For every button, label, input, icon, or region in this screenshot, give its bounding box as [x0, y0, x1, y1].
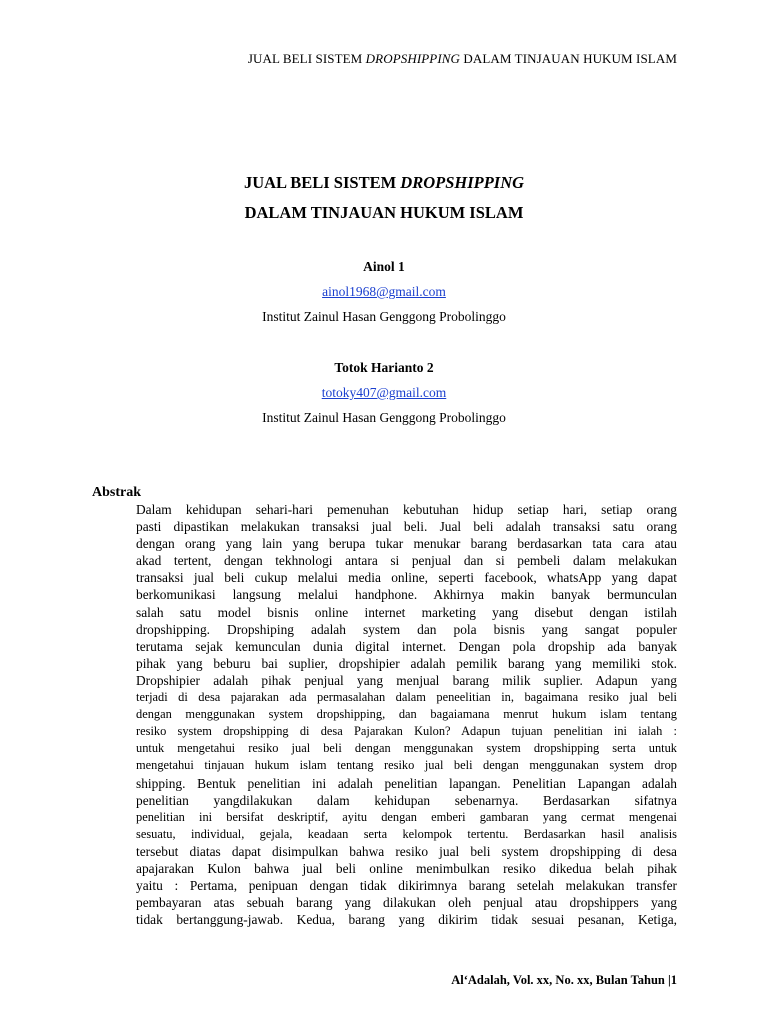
abstract-line: akad tertent, dengan tekhnologi antara si penjual dan si pembeli dalam melakukan: [136, 553, 677, 569]
abstract-line: tersebut diatas dapat disimpulkan bahwa resiko jual beli system dropshipping di desa: [136, 843, 677, 859]
author-email-link[interactable]: totoky407@gmail.com: [321, 385, 447, 400]
abstract-line: salah satu model bisnis online internet marketing yang disebut dengan istilah: [136, 604, 677, 620]
abstract-line: shipping. Bentuk penelitian ini adalah penelitian lapangan. Penelitian Lapangan adalah: [136, 775, 677, 791]
author-name: Totok Harianto 2: [334, 360, 434, 375]
title-line-2: DALAM TINJAUAN HUKUM ISLAM: [244, 203, 524, 222]
abstract-line: pihak yang beburu bai suplier, dropshipier adalah pemilik barang yang memiliki stok.: [136, 655, 677, 671]
abstract-line: resiko system dropshipping di desa Pajarakan Kulon? Adapun tujuan penelitian ini ialah :: [136, 724, 677, 739]
abstract-line: transaksi jual beli cukup melalui media online, seperti facebook, whatsApp yang dapat: [136, 570, 677, 586]
abstract-line: penelitian yangdilakukan dalam kehidupan sebenarnya. Berdasarkan sifatnya: [136, 792, 677, 808]
running-head: [92, 51, 677, 67]
author-name: Ainol 1: [363, 259, 405, 274]
abstract-line: dropshipping. Dropshiping adalah system dan pola bisnis yang sangat populer: [136, 621, 677, 637]
abstract-line: mengetahui tinjauan hukum islam tentang resiko jual beli dengan menggunakan system drop: [136, 758, 677, 773]
author-institution: Institut Zainul Hasan Genggong Probolinggo: [262, 309, 506, 324]
abstract-line: tidak bertanggung-jawab. Kedua, barang yang dikirim tidak sesuai pesanan, Ketiga,: [136, 912, 677, 928]
abstract-line: pembayaran atas sebuah barang yang dilakukan oleh penjual atau dropshippers yang: [136, 895, 677, 911]
running-head-suffix: DALAM TINJAUAN HUKUM ISLAM: [460, 51, 677, 66]
abstract-line: sesuatu, individual, gejala, keadaan serta kelompok tertentu. Berdasarkan hasil analisis: [136, 826, 677, 841]
abstract-line: berkomunikasi langsung melalui handphone. Akhirnya makin banyak bermunculan: [136, 587, 677, 603]
author-block-1: [0, 254, 768, 329]
abstract-line: yaitu : Pertama, penipuan dengan tidak dikirimnya barang setelah melakukan transfer: [136, 878, 677, 894]
abstract-line: terutama sejak kemunculan dunia digital internet. Dengan pola dropship ada banyak: [136, 638, 677, 654]
abstract-heading: Abstrak: [92, 485, 142, 500]
title-line-1-italic: DROPSHIPPING: [400, 173, 525, 192]
paper-title: [0, 168, 768, 228]
abstract-line: untuk mengetahui resiko jual beli dengan menggunakan system dropshipping serta untuk: [136, 741, 677, 756]
author-block-2: [0, 355, 768, 430]
author-email-link[interactable]: ainol1968@gmail.com: [322, 284, 446, 299]
title-line-1-prefix: JUAL BELI SISTEM: [243, 173, 401, 192]
running-head-prefix: JUAL BELI SISTEM: [247, 51, 366, 66]
abstract-line: terjadi di desa pajarakan ada permasalahan dalam peneelitian in, bagaimana resiko jual beli: [136, 690, 677, 705]
abstract-line: apajarakan Kulon bahwa jual beli online menimbulkan resiko dikedua belah pihak: [136, 860, 677, 876]
abstract-line: dengan menggunakan system dropshipping, dan bagaiamana menrut hukum islam tentang: [136, 707, 677, 722]
running-head-italic: DROPSHIPPING: [365, 51, 461, 66]
abstract-line: dengan orang yang lain yang berupa tukar menukar barang berdasarkan tata cara atau: [136, 536, 677, 552]
abstract-line: penelitian ini bersifat deskriptif, ayitu dengan emberi gambaran yang cermat mengenai: [136, 809, 677, 824]
abstract-line: Dalam kehidupan sehari-hari pemenuhan kebutuhan hidup setiap hari, setiap orang: [136, 502, 677, 517]
abstract-line: Dropshipier adalah pihak penjual yang menjual barang milik suplier. Adapun yang: [136, 672, 677, 688]
abstract-body: [136, 501, 677, 928]
abstract-line: pasti dipastikan melakukan transaksi jual beli. Jual beli adalah transaksi satu orang: [136, 519, 677, 535]
title-line-1: [0, 168, 768, 198]
page-footer: Al‘Adalah, Vol. xx, No. xx, Bulan Tahun |1: [451, 973, 677, 987]
author-institution: Institut Zainul Hasan Genggong Probolinggo: [262, 410, 506, 425]
